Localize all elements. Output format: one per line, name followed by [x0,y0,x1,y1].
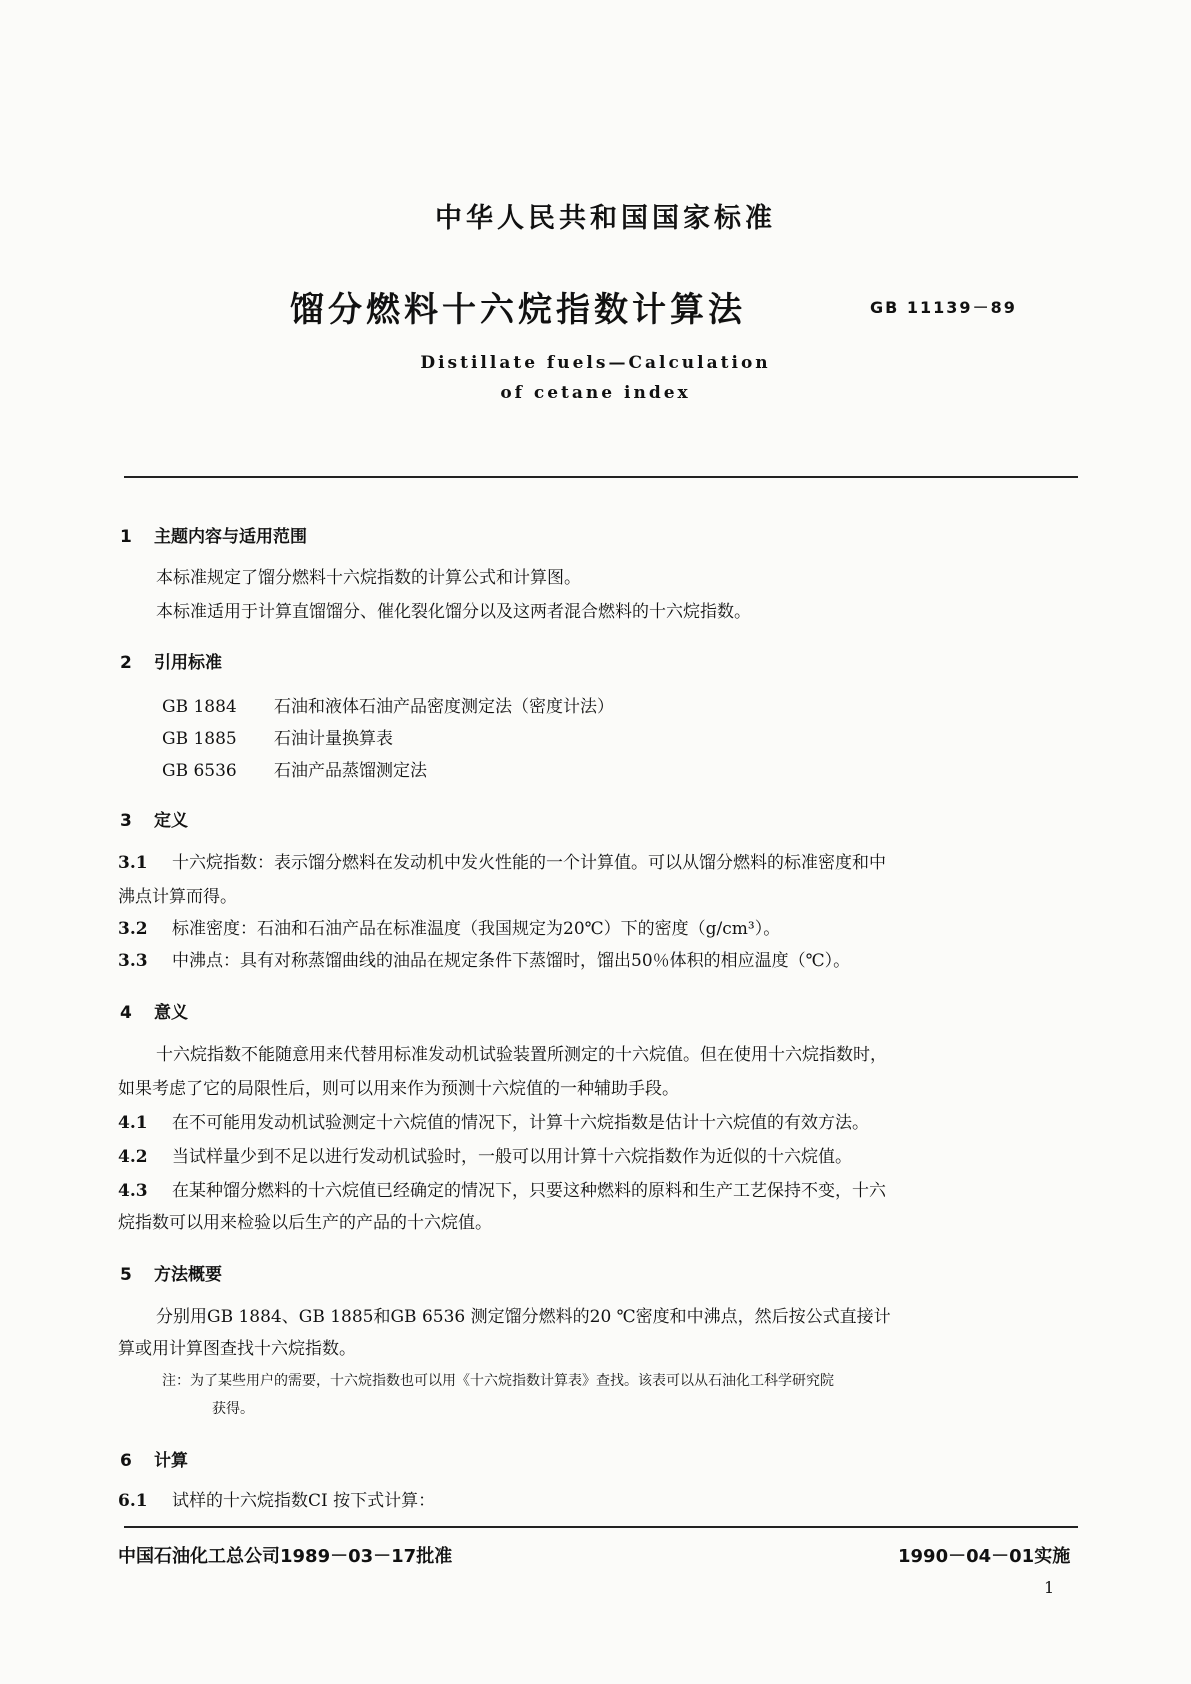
clause-4-3 [118,1176,886,1201]
reference-title: 石油计量换算表 [274,729,393,749]
clause-number: 3.2 [118,919,148,939]
section-1-paragraph-2: 本标准适用于计算直馏馏分、催化裂化馏分以及这两者混合燃料的十六烷指数。 [156,602,751,622]
reference-code: GB 1884 [162,697,237,717]
section-title: 计算 [154,1451,188,1471]
clause-number: 4.3 [118,1181,148,1201]
clause-number: 6.1 [118,1491,148,1511]
clause-text: 十六烷指数：表示馏分燃料在发动机中发火性能的一个计算值。可以从馏分燃料的标准密度和中 [172,853,886,873]
clause-3-1-continuation: 沸点计算而得。 [118,887,237,907]
clause-6-1 [118,1486,435,1511]
footer-divider [124,1526,1078,1528]
clause-number: 4.1 [118,1113,148,1133]
clause-3-3 [118,946,850,971]
reference-row [162,756,427,781]
issuing-authority: 中华人民共和国国家标准 [435,203,776,234]
section-4-heading [120,998,188,1023]
clause-3-2 [118,914,780,939]
section-1-paragraph-1: 本标准规定了馏分燃料十六烷指数的计算公式和计算图。 [156,568,581,588]
document-title: 馏分燃料十六烷指数计算法 [290,290,746,330]
section-5-paragraph-line-1: 分别用GB 1884、GB 1885和GB 6536 测定馏分燃料的20 ℃密度和中沸点，然后按公式直接计 [156,1307,891,1327]
section-number: 1 [120,527,132,547]
section-title: 方法概要 [154,1265,222,1285]
effective-date: 1990－04－01实施 [898,1546,1071,1567]
reference-row [162,724,393,749]
reference-row [162,692,614,717]
clause-text: 试样的十六烷指数CI 按下式计算： [172,1491,436,1511]
clause-text: 当试样量少到不足以进行发动机试验时，一般可以用计算十六烷指数作为近似的十六烷值。 [172,1147,852,1167]
section-number: 6 [120,1451,132,1471]
section-number: 5 [120,1265,132,1285]
reference-title: 石油产品蒸馏测定法 [274,761,427,781]
section-5-heading [120,1260,222,1285]
reference-title: 石油和液体石油产品密度测定法（密度计法） [274,697,614,717]
clause-text: 中沸点：具有对称蒸馏曲线的油品在规定条件下蒸馏时，馏出50％体积的相应温度（℃）。 [172,951,851,971]
header-divider [124,476,1078,478]
clause-number: 3.3 [118,951,148,971]
clause-3-1 [118,848,886,873]
section-6-heading [120,1446,188,1471]
clause-text: 在某种馏分燃料的十六烷值已经确定的情况下，只要这种燃料的原料和生产工艺保持不变，十六 [172,1181,886,1201]
english-title-line-2: of cetane index [500,383,691,403]
clause-4-3-continuation: 烷指数可以用来检验以后生产的产品的十六烷值。 [118,1213,492,1233]
clause-text: 标准密度：石油和石油产品在标准温度（我国规定为20℃）下的密度（g/cm³）。 [172,919,781,939]
clause-text: 在不可能用发动机试验测定十六烷值的情况下，计算十六烷指数是估计十六烷值的有效方法。 [172,1113,869,1133]
clause-number: 3.1 [118,853,148,873]
standard-code: GB 11139－89 [870,298,1017,317]
section-title: 引用标准 [154,653,222,673]
approval-line: 中国石油化工总公司1989－03－17批准 [118,1546,453,1567]
clause-4-2 [118,1142,852,1167]
section-number: 3 [120,811,132,831]
english-title [0,348,1191,408]
section-4-paragraph-line-1: 十六烷指数不能随意用来代替用标准发动机试验装置所测定的十六烷值。但在使用十六烷指数时， [156,1045,887,1065]
section-2-heading [120,648,222,673]
clause-number: 4.2 [118,1147,148,1167]
note-line-2: 获得。 [212,1401,254,1417]
english-title-line-1: Distillate fuels—Calculation [420,353,771,373]
section-4-paragraph-line-2: 如果考虑了它的局限性后，则可以用来作为预测十六烷值的一种辅助手段。 [118,1079,679,1099]
section-title: 意义 [154,1003,188,1023]
section-number: 2 [120,653,132,673]
section-5-paragraph-line-2: 算或用计算图查找十六烷指数。 [118,1339,356,1359]
reference-code: GB 1885 [162,729,237,749]
section-title: 主题内容与适用范围 [154,527,307,547]
section-1-heading [120,522,307,547]
page-number: 1 [1044,1578,1055,1597]
section-number: 4 [120,1003,132,1023]
note-line-1: 注：为了某些用户的需要，十六烷指数也可以用《十六烷指数计算表》查找。该表可以从石油化工科学研究院 [162,1373,834,1389]
clause-4-1 [118,1108,869,1133]
section-title: 定义 [154,811,188,831]
section-3-heading [120,806,188,831]
reference-code: GB 6536 [162,761,237,781]
